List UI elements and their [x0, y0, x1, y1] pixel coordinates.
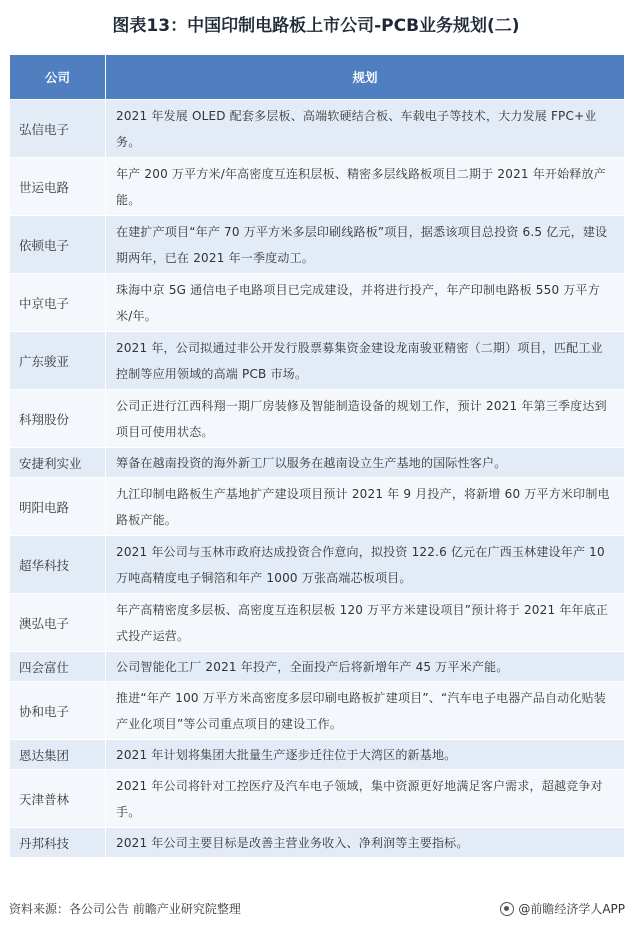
company-cell: 天津普林	[10, 770, 106, 828]
company-cell: 中京电子	[10, 274, 106, 332]
table-row	[10, 158, 625, 216]
pcb-plan-table	[9, 54, 625, 858]
table-row	[10, 770, 625, 828]
table-row	[10, 740, 625, 770]
table-row	[10, 682, 625, 740]
footer	[9, 898, 625, 920]
table-body	[10, 100, 625, 858]
plan-cell: 2021 年发展 OLED 配套多层板、高端软硬结合板、车载电子等技术，大力发展 FPC+业务。	[106, 100, 625, 158]
company-cell: 丹邦科技	[10, 828, 106, 858]
plan-cell: 年产 200 万平方米/年高密度互连积层板、精密多层线路板项目二期于 2021 年开始释放产能。	[106, 158, 625, 216]
company-cell: 弘信电子	[10, 100, 106, 158]
plan-cell: 年产高精密度多层板、高密度互连积层板 120 万平方米建设项目”预计将于 2021 年年底正式投产运营。	[106, 594, 625, 652]
brand-label: @前瞻经济学人APP	[518, 902, 625, 916]
chart-title: 图表13：中国印制电路板上市公司-PCB业务规划(二)	[112, 16, 520, 36]
table-row	[10, 216, 625, 274]
plan-cell: 2021 年，公司拟通过非公开发行股票募集资金建设龙南骏亚精密（二期）项目，匹配工业控制等应用领域的高端 PCB 市场。	[106, 332, 625, 390]
header-plan: 规划	[106, 55, 625, 100]
plan-cell: 在建扩产项目“年产 70 万平方米多层印刷线路板”项目，据悉该项目总投资 6.5 亿元，建设期两年，已在 2021 年一季度动工。	[106, 216, 625, 274]
company-cell: 依顿电子	[10, 216, 106, 274]
plan-cell: 公司正进行江西科翔一期厂房装修及智能制造设备的规划工作，预计 2021 年第三季度达到项目可使用状态。	[106, 390, 625, 448]
header-company: 公司	[10, 55, 106, 100]
table-row	[10, 390, 625, 448]
plan-cell: 九江印制电路板生产基地扩产建设项目预计 2021 年 9 月投产，将新增 60 万平方米印制电路板产能。	[106, 478, 625, 536]
source-note: 资料来源：各公司公告 前瞻产业研究院整理	[9, 902, 241, 916]
company-cell: 科翔股份	[10, 390, 106, 448]
qianzhan-logo-icon	[500, 902, 514, 916]
plan-cell: 珠海中京 5G 通信电子电路项目已完成建设，并将进行投产，年产印制电路板 550 万平方米/年。	[106, 274, 625, 332]
table-row	[10, 652, 625, 682]
company-cell: 恩达集团	[10, 740, 106, 770]
plan-cell: 2021 年公司主要目标是改善主营业务收入、净利润等主要指标。	[106, 828, 625, 858]
company-cell: 澳弘电子	[10, 594, 106, 652]
company-cell: 超华科技	[10, 536, 106, 594]
table-row	[10, 536, 625, 594]
company-cell: 四会富仕	[10, 652, 106, 682]
table-row	[10, 100, 625, 158]
plan-cell: 筹备在越南投资的海外新工厂以服务在越南设立生产基地的国际性客户。	[106, 448, 625, 478]
plan-cell: 2021 年计划将集团大批量生产逐步迁往位于大湾区的新基地。	[106, 740, 625, 770]
plan-cell: 推进“年产 100 万平方米高密度多层印刷电路板扩建项目”、“汽车电子电器产品自动化贴装产业化项目”等公司重点项目的建设工作。	[106, 682, 625, 740]
company-cell: 协和电子	[10, 682, 106, 740]
company-cell: 明阳电路	[10, 478, 106, 536]
table-header-row	[10, 55, 625, 100]
table-row	[10, 448, 625, 478]
table-row	[10, 478, 625, 536]
plan-cell: 公司智能化工厂 2021 年投产，全面投产后将新增年产 45 万平米产能。	[106, 652, 625, 682]
plan-cell: 2021 年公司与玉林市政府达成投资合作意向，拟投资 122.6 亿元在广西玉林建设年产 10 万吨高精度电子铜箔和年产 1000 万张高端芯板项目。	[106, 536, 625, 594]
table-row	[10, 274, 625, 332]
table-row	[10, 828, 625, 858]
plan-cell: 2021 年公司将针对工控医疗及汽车电子领域，集中资源更好地满足客户需求，超越竞争对手。	[106, 770, 625, 828]
table-row	[10, 594, 625, 652]
company-cell: 安捷利实业	[10, 448, 106, 478]
brand-credit	[500, 898, 625, 920]
table-row	[10, 332, 625, 390]
company-cell: 广东骏亚	[10, 332, 106, 390]
company-cell: 世运电路	[10, 158, 106, 216]
